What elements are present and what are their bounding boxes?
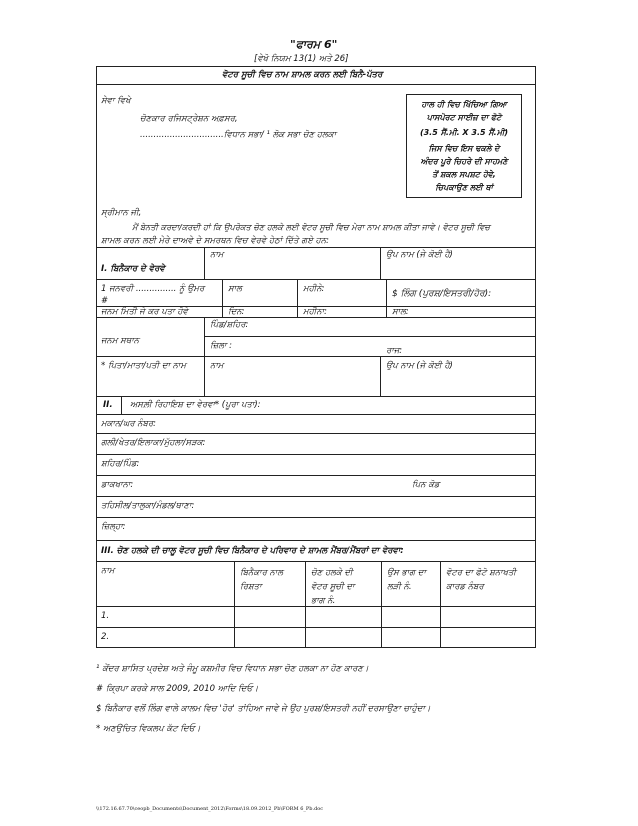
relative-surname-label: ਉਪ ਨਾਮ (ਜੇ ਕੋਈ ਹੈ) [386, 361, 453, 371]
photo-placeholder: ਹਾਲ ਹੀ ਵਿਚ ਖਿੱਚਿਆ ਗਿਆ ਪਾਸਪੋਰਟ ਸਾਈਜ਼ ਦਾ ਫੋਟੋ (3.5 ਸੈਂ.ਮੀ. X 3.5 ਸੈਂ.ਮੀ) ਜਿਸ ਵਿਚ ਇਸ ਢਕਲੇ ਦੇ ਅੰਦਰ ਪੂਰੇ ਚਿਹਰੇ ਦੀ ਸਾਹਮਣੇ ਤੋਂ ਸ਼ਕਲ ਸਪਸ਼ਟ ਹੋਵੇ, ਚਿਪਕਾਉਣ ਲਈ ਥਾਂ [406, 94, 522, 198]
months-label: ਮਹੀਨੇ: [303, 284, 325, 294]
birthplace-label: ਜਨਮ ਸਥਾਨ [101, 336, 139, 346]
constituency-line: ...............................ਵਿਧਾਨ ਸਭਾ/ ¹ ਲੋਕ ਸਭਾ ਚੋਣ ਹਲਕਾ [140, 130, 337, 140]
section3-heading: III. ਚੋਣ ਹਲਕੇ ਦੀ ਚਾਲੂ ਵੋਟਰ ਸੂਚੀ ਵਿਚ ਬਿਨੈਕਾਰ ਦੇ ਪਰਿਵਾਰ ਦੇ ਸ਼ਾਮਲ ਮੈਂਬਰ/ਮੈਂਬਰਾਂ ਦਾ ਵੇਰਵਾ: [101, 546, 404, 556]
pin-code-label: ਪਿਨ ਕੋਡ [412, 480, 440, 490]
address-to: ਸੇਵਾ ਵਿਖੇ [101, 96, 131, 106]
table-row: 1. [101, 611, 110, 621]
state-label: ਰਾਜ: [386, 346, 403, 356]
year-label: ਸਾਲ: [392, 307, 409, 317]
form-title: "ਫਾਰਮ 6" [290, 38, 338, 51]
age-on-label: 1 ਜਨਵਰੀ ............... ਨੂੰ ਉਮਰ [101, 284, 205, 294]
gender-label: $ ਲਿੰਗ (ਪੁਰਸ਼/ਇਸਤਰੀ/ਹੋਰ): [392, 289, 492, 299]
col-name: ਨਾਮ [101, 566, 115, 576]
footnote-3: $ ਬਿਨੈਕਾਰ ਵਲੋਂ ਲਿੰਗ ਵਾਲੇ ਕਾਲਮ ਵਿਚ 'ਹੋਰ' ਤਾਂਹਿਆ ਜਾਵੇ ਜੇ ਉਹ ਪੁਰਸ਼/ਇਸਤਰੀ ਨਹੀਂ ਦਰਸਾਉਣਾ ਚਾਹੁੰਦਾ। [96, 704, 431, 714]
years-label: ਸਾਲ [228, 284, 242, 294]
section2-number: II. [103, 400, 113, 410]
relative-label: * ਪਿਤਾ/ਮਾਤਾ/ਪਤੀ ਦਾ ਨਾਮ [101, 361, 186, 371]
section1-heading: I. ਬਿਨੈਕਾਰ ਦੇ ਵੇਰਵੇ [101, 264, 165, 274]
village-label: ਪਿੰਡ/ਸ਼ਹਿਰ: [210, 320, 249, 330]
footnote-1: ¹ ਕੇਂਦਰ ਸ਼ਾਸਿਤ ਪ੍ਰਦੇਸ਼ ਅਤੇ ਜੰਮੂ ਕਸ਼ਮੀਰ ਵਿਚ ਵਿਧਾਨ ਸਭਾ ਚੋਣ ਹਲਕਾ ਨਾ ਹੋਣ ਕਾਰਣ। [96, 664, 369, 674]
district-label: ਜ਼ਿਲਾ : [210, 341, 233, 351]
house-label: ਮਕਾਨ/ਘਰ ਨੰਬਰ: [101, 419, 157, 429]
request-line-1: ਮੈਂ ਬੇਨਤੀ ਕਰਦਾ/ਕਰਦੀ ਹਾਂ ਕਿ ਉਪਰੋਕਤ ਚੋਣ ਹਲਕੇ ਲਈ ਵੋਟਰ ਸੂਚੀ ਵਿਚ ਮੇਰਾ ਨਾਮ ਸ਼ਾਮਲ ਕੀਤਾ ਜਾਵੇ। ਵੋਟਰ ਸੂਚੀ ਵਿਚ [132, 222, 490, 232]
month-label: ਮਹੀਨਾ: [303, 307, 327, 317]
age-hash: # [101, 296, 109, 306]
footnote-4: * ਅਣਉਚਿਤ ਵਿਕਲਪ ਕੱਟ ਦਿਓ। [96, 724, 201, 734]
col-epic-number: ਵੋਟਰ ਦਾ ਫੋਟੋ ਸ਼ਨਾਖਤੀ ਕਾਰਡ ਨੰਬਰ [446, 568, 516, 592]
post-office-label: ਡਾਕਖਾਨਾ: [101, 480, 134, 490]
tehsil-label: ਤਹਿਸੀਲ/ਤਾਲੁਕਾ/ਮੰਡਲ/ਥਾਣਾ: [101, 501, 195, 511]
relative-name-label: ਨਾਮ [210, 361, 224, 371]
file-path: \\172.16.67.70\ceopb_Documents\Document_2012\Forms\18.09.2012_Pb\FORM 6_Pb.doc [96, 806, 324, 812]
greeting: ਸ੍ਰੀਮਾਨ ਜੀ, [101, 208, 142, 218]
request-line-2: ਸ਼ਾਮਲ ਕਰਨ ਲਈ ਮੇਰੇ ਦਾਅਵੇ ਦੇ ਸਮਰਥਨ ਵਿਚ ਵੇਰਵੇ ਹੇਠਾਂ ਦਿੱਤੇ ਗਏ ਹਨ: [101, 236, 329, 246]
col-serial-number: ਉਸ ਭਾਗ ਦਾ ਲੜੀ ਨੰ. [387, 568, 426, 592]
street-label: ਗਲੀ/ਖੇਤਰ/ਇਲਾਕਾ/ਮੁੱਹਲਾ/ਸੜਕ: [101, 438, 206, 448]
col-part-number: ਚੋਣ ਹਲਕੇ ਦੀ ਵੋਟਰ ਸੂਚੀ ਦਾ ਭਾਗ ਨੰ. [311, 568, 355, 606]
table-row: 2. [101, 632, 110, 642]
dob-label: ਜਨਮ ਮਿਤੀ ਜੇ ਕਰ ਪਤਾ ਹੋਵੇ [101, 307, 188, 317]
district-label-2: ਜ਼ਿਲ੍ਹਾ: [101, 522, 126, 532]
footnote-2: # ਕ੍ਰਿਪਾ ਕਰਕੇ ਸਾਲ 2009, 2010 ਆਦਿ ਦਿਓ। [96, 684, 259, 694]
officer-line: ਚੋਣਕਾਰ ਰਜਿਸਟ੍ਰੇਸ਼ਨ ਅਫ਼ਸਰ, [140, 114, 238, 124]
rule-reference: [ਵੇਖੋ ਨਿਯਮ 13(1) ਅਤੇ 26] [254, 54, 349, 64]
surname-label: ਉਪ ਨਾਮ (ਜੇ ਕੋਈ ਹੈ) [386, 250, 453, 260]
col-relation: ਬਿਨੈਕਾਰ ਨਾਲ ਰਿਸ਼ਤਾ [240, 568, 284, 592]
day-label: ਦਿਨ: [228, 307, 245, 317]
name-label: ਨਾਮ [210, 250, 224, 260]
town-label: ਸ਼ਹਿਰ/ਪਿੰਡ: [101, 459, 140, 469]
section2-heading: ਅਸਲ਼ੀ ਰਿਹਾਇਸ਼ ਦਾ ਵੇਰਵਾ* (ਪੂਰਾ ਪਤਾ): [130, 400, 261, 410]
application-title: ਵੋਟਰ ਸੂਚੀ ਵਿਚ ਨਾਮ ਸ਼ਾਮਲ ਕਰਨ ਲਈ ਬਿਨੈ-ਪੱਤਰ [222, 70, 383, 80]
